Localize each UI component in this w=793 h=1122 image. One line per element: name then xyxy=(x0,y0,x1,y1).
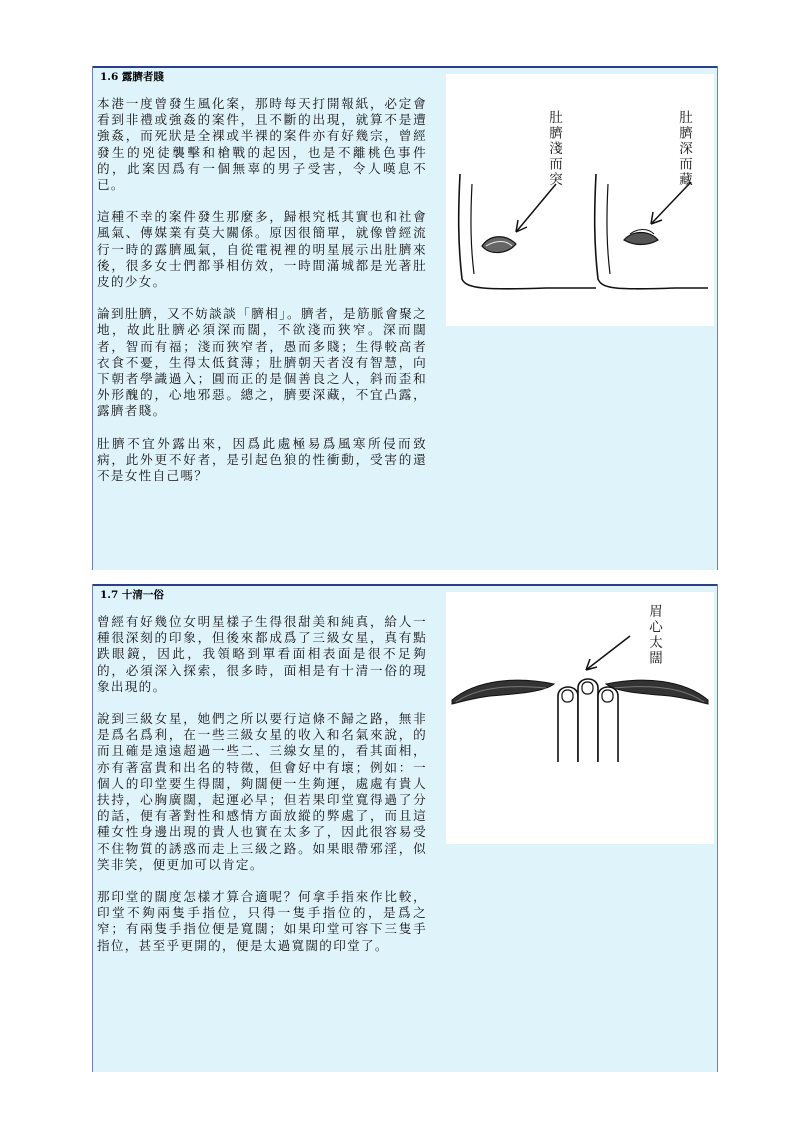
section-body xyxy=(97,614,427,970)
section-panel-1-6 xyxy=(92,66,718,570)
brow-drawing xyxy=(446,592,714,844)
section-heading: 1.7 十清一俗 xyxy=(100,589,164,601)
section-top-rule xyxy=(92,584,718,586)
section-top-rule xyxy=(92,66,718,68)
paragraph: 曾經有好幾位女明星樣子生得很甜美和純真，給人一種很深刻的印象，但後來都成爲了三級女星，真有點跌眼鏡，因此，我領略到單看面相表面是很不足夠的，必須深入探索，很多時，面相是有十清一俗的現象出現的。 xyxy=(97,614,427,694)
paragraph: 論到肚臍，又不妨談談「臍相」。臍者，是筋脈會聚之地，故此肚臍必須深而闊，不欲淺而狹窄。深而闊者，智而有福；淺而狹窄者，愚而多賤；生得較高者衣食不憂，生得太低貧薄；肚臍朝天者沒有智慧，向下朝者學識過入；圓而正的是個善良之人，斜而歪和外形醜的，心地邪惡。總之，臍要深藏，不宜凸露，露臍者賤。 xyxy=(97,306,427,419)
paragraph: 說到三級女星，她們之所以要行這條不歸之路，無非是爲名爲利，在一些三級女星的收入和名氣來說，的而且確是遠遠超過一些二、三線女星的，看其面相，亦有著富貴和出名的特徵，但會好中有壞；例如：一個人的印堂要生得闊，夠闊便一生夠運，處處有貴人扶持，心胸廣闊，起運必早；但若果印堂寬得過了分的話，便有著對性和感情方面放縱的弊處了，而且這種女性身邊出現的貴人也實在太多了，因此很容易受不住物質的誘惑而走上三級之路。如果眼帶邪淫，似笑非笑，便更加可以肯定。 xyxy=(97,711,427,872)
navel-drawing xyxy=(446,74,714,326)
navel-deep-label: 肚臍深而藏 xyxy=(676,110,692,188)
section-panel-1-7 xyxy=(92,584,718,1072)
section-right-rule xyxy=(717,584,718,1072)
section-left-rule xyxy=(92,66,93,570)
navel-illustration xyxy=(446,74,714,326)
paragraph: 那印堂的闊度怎樣才算合適呢？何拿手指來作比較，印堂不夠兩隻手指位，只得一隻手指位的，是爲之窄；有兩隻手指位便是寬闊；如果印堂可容下三隻手指位，甚至乎更開的，便是太過寬闊的印堂了。 xyxy=(97,889,427,953)
section-right-rule xyxy=(717,66,718,570)
section-heading: 1.6 露臍者賤 xyxy=(100,71,164,83)
section-left-rule xyxy=(92,584,93,1072)
brow-wide-label: 眉心太闊 xyxy=(646,604,662,666)
paragraph: 本港一度曾發生風化案，那時每天打開報紙，必定會看到非禮或強姦的案件，且不斷的出現，就算不是遭強姦，而死狀是全裸或半裸的案件亦有好幾宗，曾經發生的兇徒襲擊和槍戰的起因，也是不離桃色事件的，此案因爲有一個無辜的男子受害，令人嘆息不已。 xyxy=(97,96,427,193)
paragraph: 這種不幸的案件發生那麼多，歸根究柢其實也和社會風氣、傳媒業有莫大關係。原因很簡單，就像曾經流行一時的露臍風氣，自從電視裡的明星展示出肚臍來後，很多女士們都爭相仿效，一時間滿城都是光著肚皮的少女。 xyxy=(97,209,427,290)
navel-shallow-label: 肚臍淺而突 xyxy=(546,110,562,188)
paragraph: 肚臍不宜外露出來，因爲此處極易爲風寒所侵而致病，此外更不好者，是引起色狼的性衝動，受害的還不是女性自己嗎？ xyxy=(97,435,427,484)
section-body xyxy=(97,96,427,500)
brow-illustration xyxy=(446,592,714,844)
